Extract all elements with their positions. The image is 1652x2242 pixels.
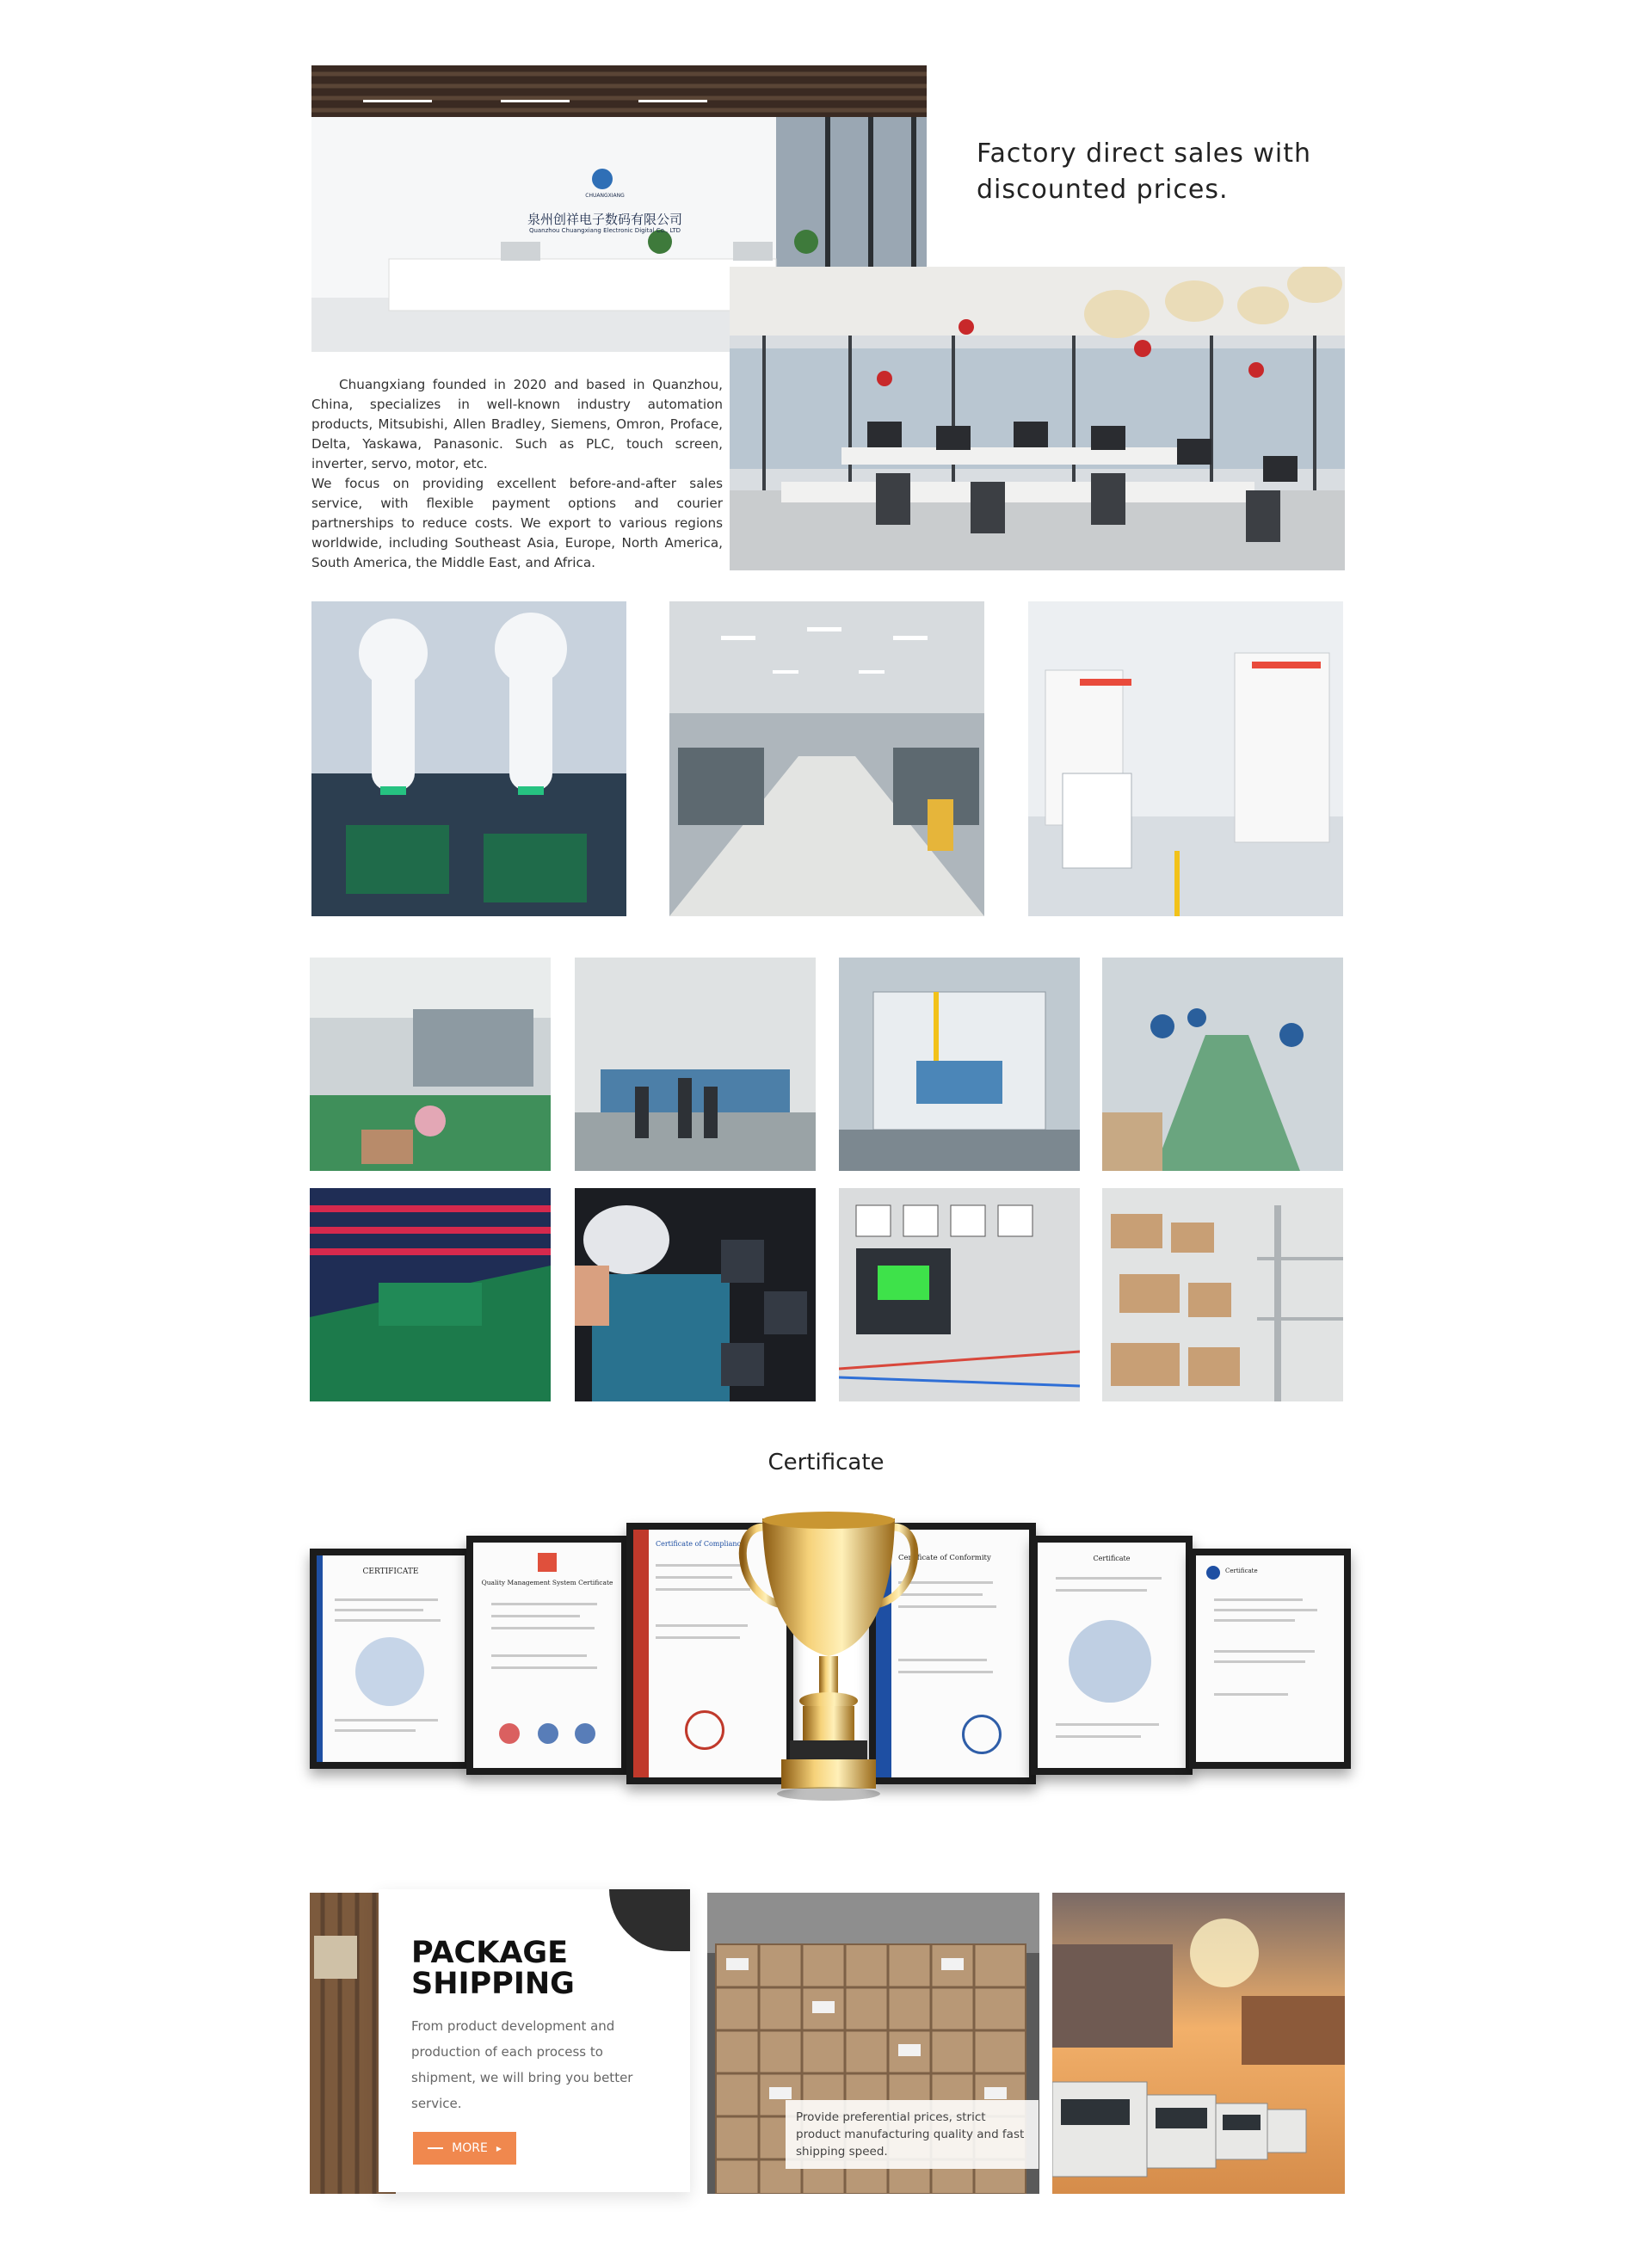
about-paragraph-1: Chuangxiang founded in 2020 and based in Quanzhou, China, specializes in well-known industry automation products, Mitsubishi, Allen Bradley, Siemens, Omron, Proface, Delta, Yaskawa, Panasonic. Such as PLC, touch screen, inverter, servo, motor, etc. — [311, 377, 723, 471]
shipping-caption: Provide preferential prices, strict product manufacturing quality and fast shipping speed. — [786, 2100, 1039, 2169]
gallery-factory-hall-photo — [669, 601, 984, 916]
more-button[interactable] — [413, 2132, 516, 2165]
certificate-card-1-title: CERTIFICATE — [362, 1568, 419, 1576]
certificate-title: Certificate — [767, 1450, 885, 1475]
certificate-card-2-title: Quality Management System Certificate — [481, 1579, 613, 1586]
gallery-warehouse-shelves-photo — [1102, 1188, 1343, 1401]
reception-logo-text: CHUANGXIANG — [585, 193, 625, 199]
certificate-card-4-title: Certificate of Conformity — [898, 1554, 991, 1562]
gallery-pcb-conveyor-photo — [310, 1188, 551, 1401]
gallery-production-line-photo — [1028, 601, 1343, 916]
trucks-photo — [1052, 1893, 1345, 2194]
certificate-card-2 — [466, 1536, 628, 1775]
certificate-showcase — [310, 1501, 1344, 1811]
gallery-automation-station-photo — [839, 958, 1080, 1171]
certificate-card-1 — [310, 1549, 472, 1769]
reception-sign-en: Quanzhou Chuangxiang Electronic Digital Co., LTD — [528, 227, 681, 234]
package-title-line-1: PACKAGE — [411, 1936, 569, 1970]
reception-sign-cn: 泉州创祥电子数码有限公司 — [527, 212, 682, 227]
gallery-test-bench-photo — [839, 1188, 1080, 1401]
certificate-card-5 — [1031, 1536, 1193, 1775]
about-text — [311, 375, 723, 573]
office-photo — [730, 267, 1345, 570]
gallery-circuit-boards-photo — [575, 1188, 816, 1401]
gallery-inspection-area-photo — [575, 958, 816, 1171]
more-dash-icon — [428, 2147, 443, 2149]
tagline: Factory direct sales with discounted prices. — [977, 139, 1312, 205]
package-title — [411, 1937, 575, 1999]
about-paragraph-2: We focus on providing excellent before-and-after sales service, with flexible payment options and courier partnerships to reduce costs. We export to various regions worldwide, including Southeast Asia, Europe, North America, South America, the Middle East, and Africa. — [311, 476, 723, 570]
certificate-card-5-title: Certificate — [1093, 1555, 1131, 1562]
certificate-card-6-title: Certificate — [1225, 1568, 1258, 1574]
chevron-right-icon: ▸ — [496, 2142, 502, 2154]
package-description: From product development and production of each process to shipment, we will bring you better service. — [411, 2018, 633, 2111]
package-title-line-2: SHIPPING — [411, 1967, 575, 2001]
gallery-assembly-workers-photo — [310, 958, 551, 1171]
gallery-conveyor-line-photo — [1102, 958, 1343, 1171]
more-button-label: MORE — [452, 2141, 488, 2155]
gallery-robot-arm-photo — [311, 601, 626, 916]
certificate-card-3-title: Certificate of Compliance — [656, 1540, 745, 1548]
trophy-icon — [730, 1501, 928, 1811]
certificate-card-6 — [1189, 1549, 1351, 1769]
